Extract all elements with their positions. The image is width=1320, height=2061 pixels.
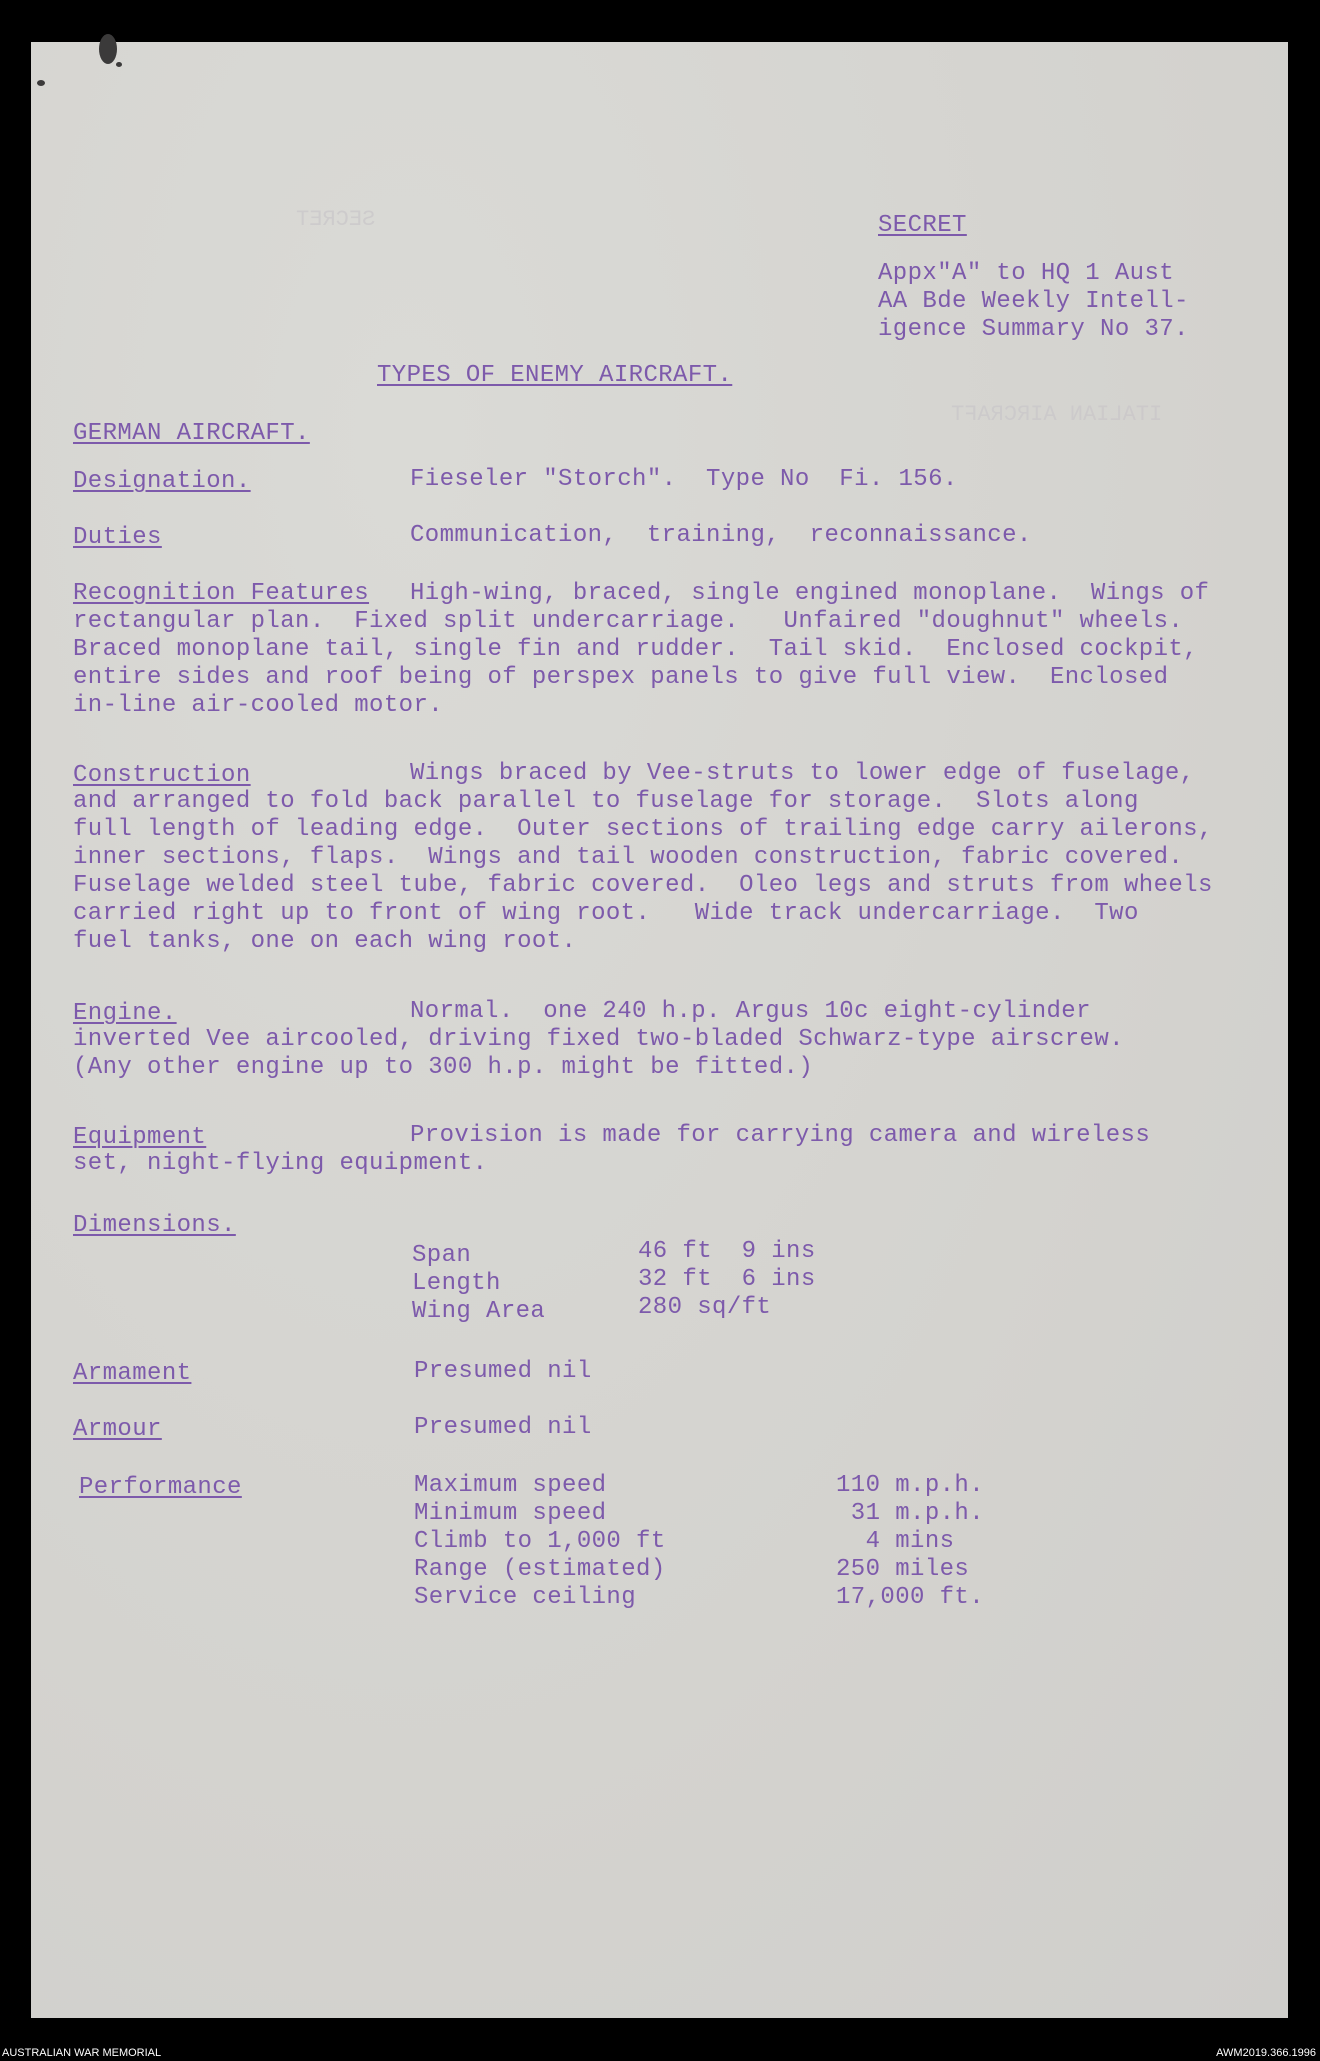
performance-name: Range (estimated): [414, 1556, 666, 1583]
appendix-line: AA Bde Weekly Intell-: [878, 288, 1189, 315]
performance-value: 4 mins: [836, 1528, 955, 1555]
dimension-name: Span: [412, 1242, 472, 1269]
construction-line: and arranged to fold back parallel to fuselage for storage. Slots along: [73, 788, 1139, 815]
appendix-line: Appx"A" to HQ 1 Aust: [878, 260, 1175, 287]
engine-label: Engine.: [73, 1000, 177, 1027]
ink-smudge: [116, 62, 122, 67]
equipment-line: set, night-flying equipment.: [73, 1150, 488, 1177]
performance-value: 110 m.p.h.: [836, 1472, 985, 1499]
show-through-text: SECRET: [296, 207, 376, 232]
engine-line: (Any other engine up to 300 h.p. might be fitted.): [73, 1054, 814, 1081]
performance-name: Climb to 1,000 ft: [414, 1528, 666, 1555]
performance-value: 17,000 ft.: [836, 1584, 985, 1611]
construction-line: full length of leading edge. Outer sections of trailing edge carry ailerons,: [73, 816, 1213, 843]
construction-line: fuel tanks, one on each wing root.: [73, 928, 577, 955]
performance-value: 250 miles: [836, 1556, 970, 1583]
duties-label: Duties: [73, 524, 162, 551]
construction-line: carried right up to front of wing root. Wide track undercarriage. Two: [73, 900, 1139, 927]
appendix-line: igence Summary No 37.: [878, 316, 1189, 343]
dimension-name: Length: [412, 1270, 501, 1297]
recognition-label: Recognition Features: [73, 580, 370, 607]
show-through-text: ITALIAN AIRCRAFT: [951, 402, 1163, 427]
footer-accession-number: AWM2019.366.1996: [1216, 2047, 1316, 2059]
dimension-name: Wing Area: [412, 1298, 546, 1325]
recognition-line: entire sides and roof being of perspex panels to give full view. Enclosed: [73, 664, 1169, 691]
dimension-value: 280 sq/ft: [638, 1294, 772, 1321]
recognition-line: High-wing, braced, single engined monoplane. Wings of: [410, 580, 1210, 607]
document-page: [31, 42, 1288, 2018]
ink-smudge: [99, 34, 117, 64]
recognition-line: rectangular plan. Fixed split undercarriage. Unfaired "doughnut" wheels.: [73, 608, 1184, 635]
dimension-value: 32 ft 6 ins: [638, 1266, 816, 1293]
engine-line: Normal. one 240 h.p. Argus 10c eight-cylinder: [410, 998, 1091, 1025]
dimensions-label: Dimensions.: [73, 1212, 236, 1239]
equipment-label: Equipment: [73, 1124, 207, 1151]
armour-value: Presumed nil: [414, 1414, 592, 1441]
equipment-line: Provision is made for carrying camera and wireless: [410, 1122, 1151, 1149]
armour-label: Armour: [73, 1416, 162, 1443]
construction-line: Wings braced by Vee-struts to lower edge of fuselage,: [410, 760, 1195, 787]
performance-name: Minimum speed: [414, 1500, 607, 1527]
performance-value: 31 m.p.h.: [836, 1500, 985, 1527]
ink-smudge: [37, 80, 45, 86]
armament-label: Armament: [73, 1360, 192, 1387]
construction-line: inner sections, flaps. Wings and tail wooden construction, fabric covered.: [73, 844, 1184, 871]
construction-label: Construction: [73, 762, 251, 789]
recognition-line: Braced monoplane tail, single fin and rudder. Tail skid. Enclosed cockpit,: [73, 636, 1198, 663]
performance-name: Service ceiling: [414, 1584, 637, 1611]
classification-marking: SECRET: [878, 212, 967, 239]
performance-name: Maximum speed: [414, 1472, 607, 1499]
footer-credit: AUSTRALIAN WAR MEMORIAL: [2, 2047, 162, 2059]
document-title: TYPES OF ENEMY AIRCRAFT.: [377, 362, 733, 389]
section-heading: GERMAN AIRCRAFT.: [73, 420, 310, 447]
performance-label: Performance: [79, 1474, 242, 1501]
duties-value: Communication, training, reconnaissance.: [410, 522, 1032, 549]
construction-line: Fuselage welded steel tube, fabric covered. Oleo legs and struts from wheels: [73, 872, 1213, 899]
recognition-line: in-line air-cooled motor.: [73, 692, 444, 719]
armament-value: Presumed nil: [414, 1358, 592, 1385]
designation-label: Designation.: [73, 468, 251, 495]
dimension-value: 46 ft 9 ins: [638, 1238, 816, 1265]
engine-line: inverted Vee aircooled, driving fixed two-bladed Schwarz-type airscrew.: [73, 1026, 1124, 1053]
designation-value: Fieseler "Storch". Type No Fi. 156.: [410, 466, 958, 493]
